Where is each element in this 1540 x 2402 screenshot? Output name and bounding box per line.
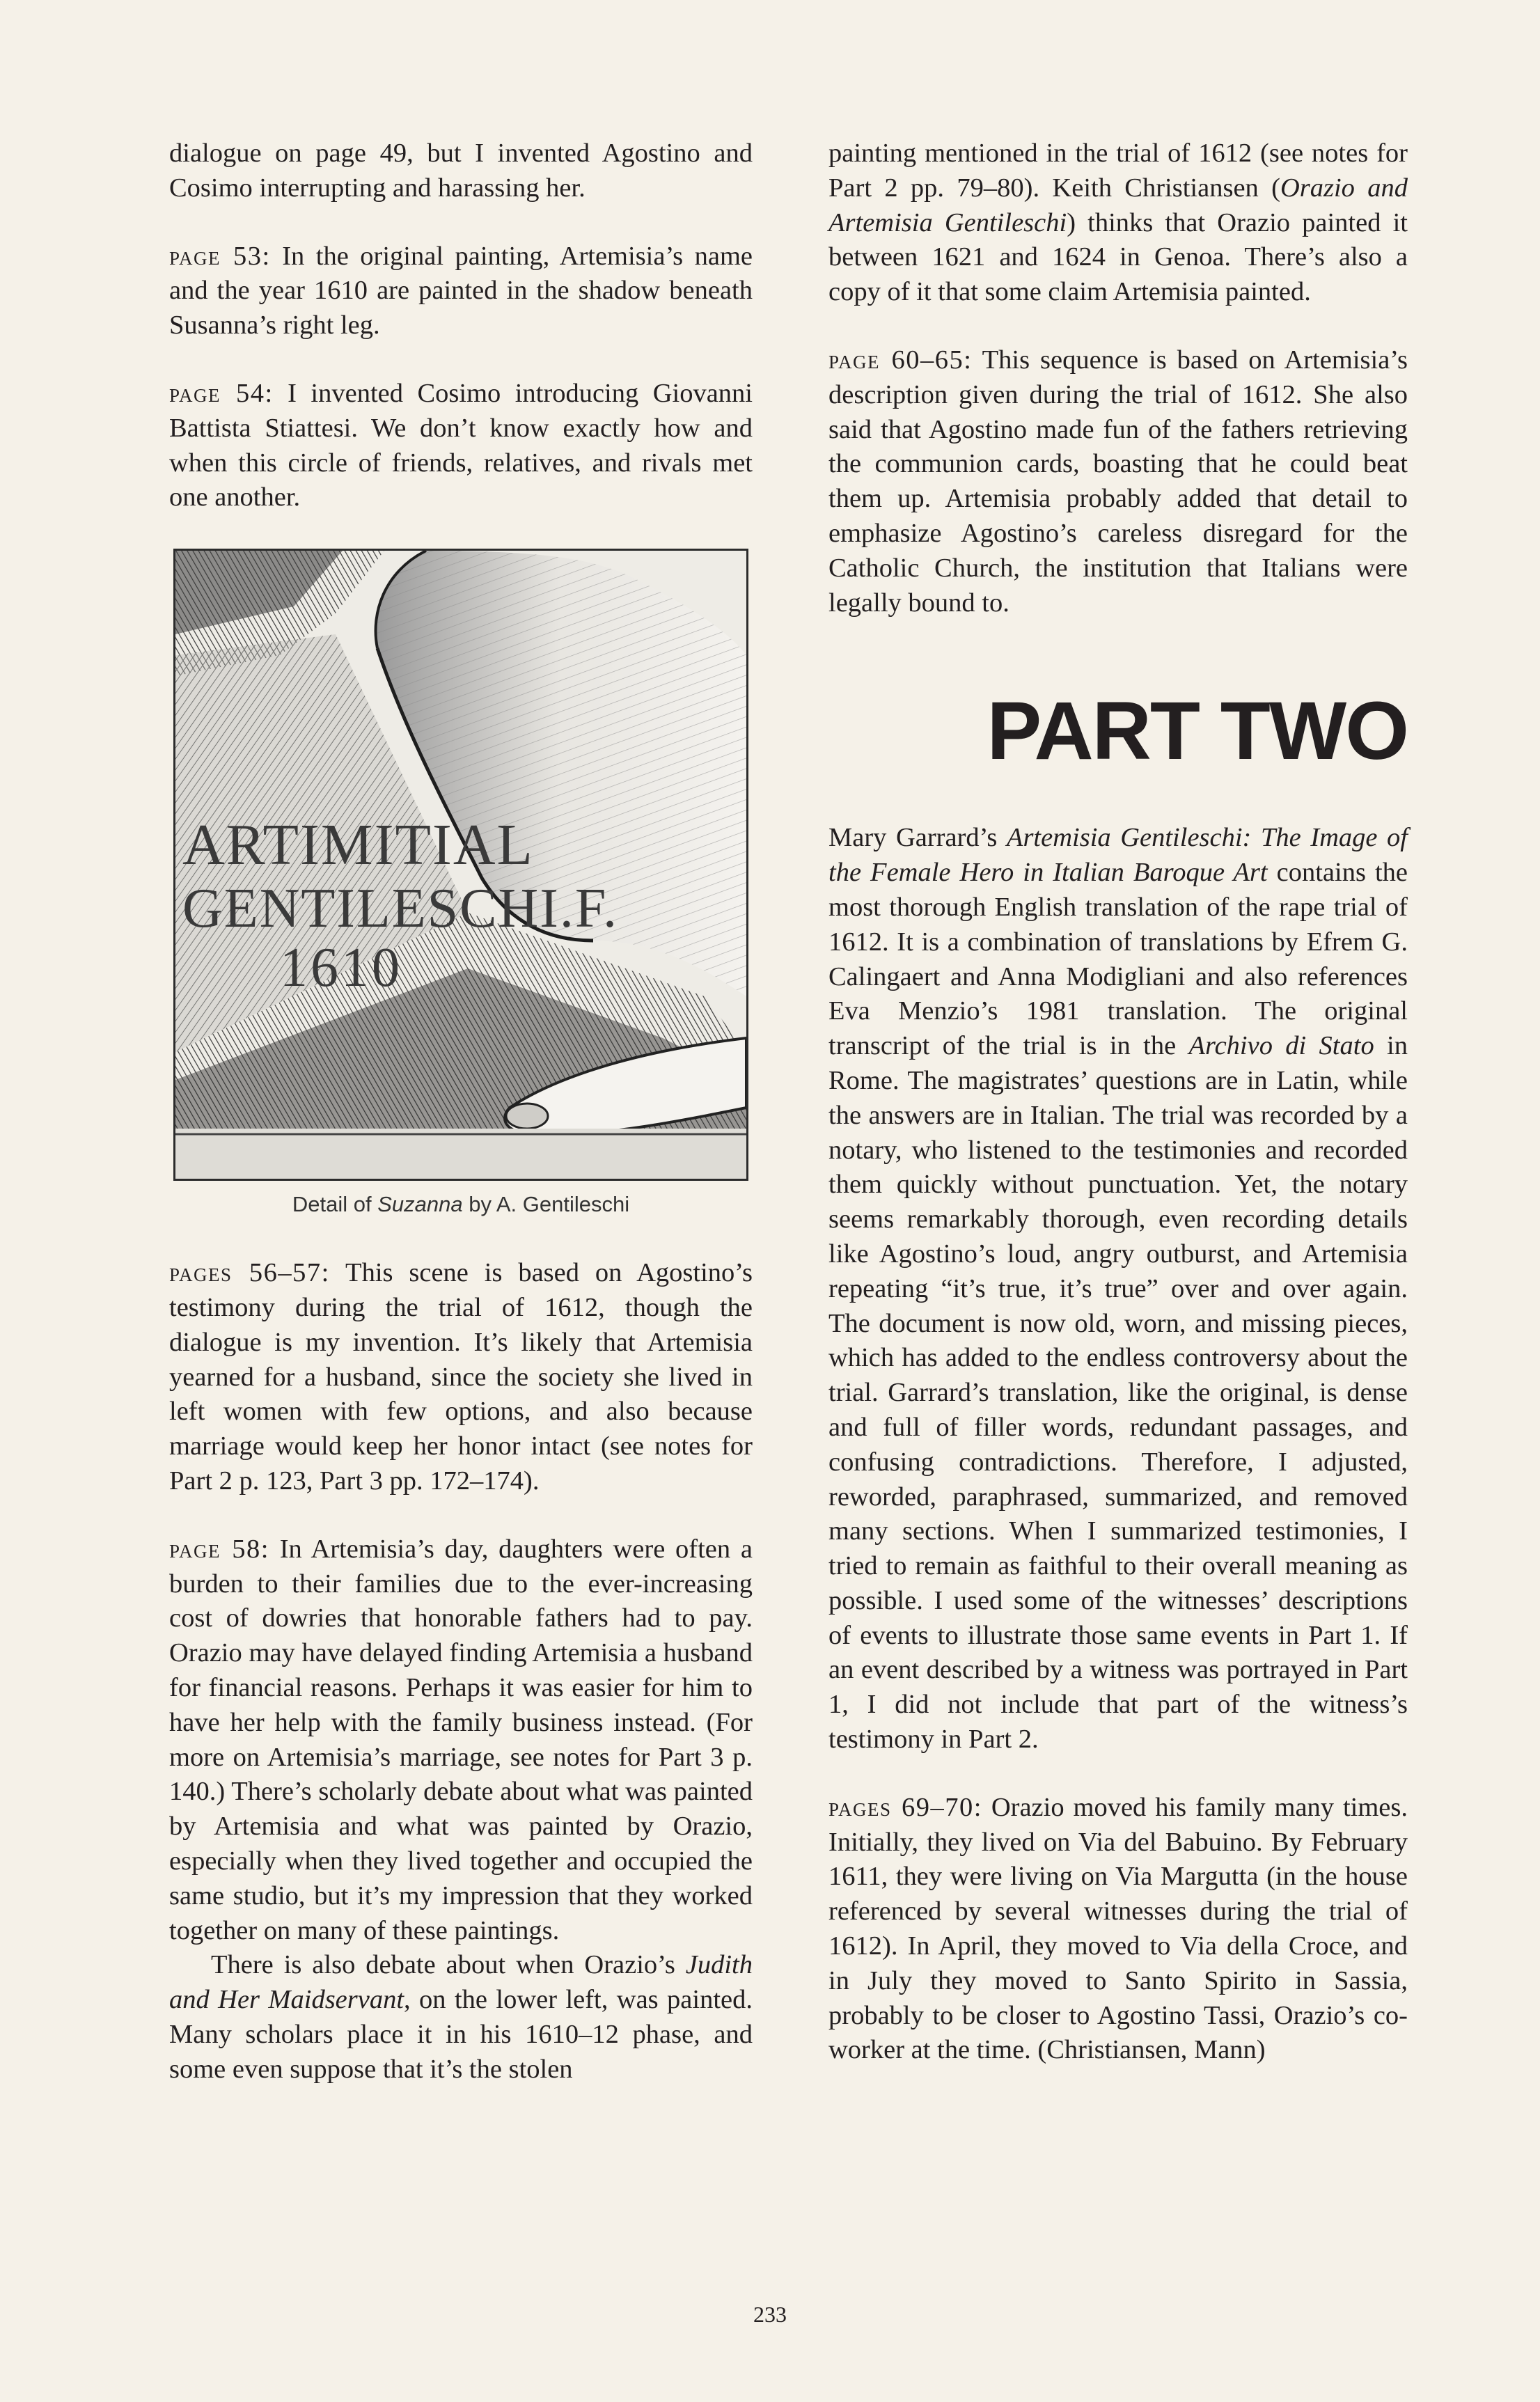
note-page-58-continued <box>169 1948 753 2087</box>
archive-name: Archivo di Stato <box>1188 1031 1374 1061</box>
text-run: , on the lower left, was painted. Many scholars place it in his 1610–12 phase, and some even suppose that it’s the stolen <box>169 1985 753 2084</box>
text-run: Mary Garrard’s <box>828 823 1007 853</box>
note-page-60-65 <box>828 343 1408 620</box>
painting-title: Judith and Her Maidservant <box>169 1950 753 2015</box>
caption-prefix: Detail of <box>292 1192 378 1217</box>
note-page-58 <box>169 1532 753 1949</box>
note-label: page 60–65: <box>828 345 973 375</box>
figure-suzanna-detail <box>169 549 753 1217</box>
note-text: In Artemisia’s day, daughters were often a burden to their families due to the ever-increasing cost of dowries that honorable fathers had to pay. Orazio may have delayed finding Artemisia a husband for financial reasons. Perhaps it was easier for him to have her help with the family business instead. (For more on Artemisia’s marriage, see notes for Part 3 p. 140.) There’s scholarly debate about what was painted by Artemisia and what was painted by Orazio, especially when they lived together and occupied the same studio, but it’s my impression that they worked together on many of these paintings. <box>169 1534 753 1945</box>
note-label: page 53: <box>169 241 271 271</box>
pencil-sketch-image <box>173 549 748 1181</box>
right-column <box>828 136 1408 2101</box>
book-title: Orazio and Artemisia Gentileschi <box>828 173 1408 237</box>
note-page-53 <box>169 240 753 343</box>
note-pages-69-70 <box>828 1791 1408 2068</box>
inscription-line-3: 1610 <box>280 937 402 999</box>
left-paragraph-1: dialogue on page 49, but I invented Agostino and Cosimo interrupting and harassing her. <box>169 139 753 203</box>
text-run: There is also debate about when Orazio’s <box>211 1950 686 1980</box>
note-pages-56-57 <box>169 1256 753 1499</box>
right-paragraph-1 <box>828 136 1408 310</box>
book-title: Artemisia Gentileschi: The Image of the Female Hero in Italian Baroque Art <box>828 823 1408 888</box>
note-label: page 54: <box>169 378 274 408</box>
caption-title: Suzanna <box>377 1192 463 1217</box>
part-two-intro <box>828 821 1408 1757</box>
caption-suffix: by A. Gentileschi <box>462 1192 630 1217</box>
note-label: pages 56–57: <box>169 1258 330 1288</box>
note-text: I invented Cosimo introducing Giovanni Battista Stiattesi. We don’t know exactly how and when this circle of friends, relatives, and rivals met one another. <box>169 378 753 512</box>
inscription-line-1: ARTIMITIAL <box>182 813 534 878</box>
text-run: painting mentioned in the trial of 1612 (see notes for Part 2 pp. 79–80). Keith Christiansen ( <box>828 139 1408 203</box>
note-page-54 <box>169 377 753 515</box>
figure-caption <box>169 1192 753 1217</box>
inscription-line-2: GENTILESCHI.F. <box>182 878 619 940</box>
text-run: ) thinks that Orazio painted it between 1621 and 1624 in Genoa. There’s also a copy of it that some claim Artemisia painted. <box>828 207 1408 307</box>
note-text: In the original painting, Artemisia’s name and the year 1610 are painted in the shadow beneath Susanna’s right leg. <box>169 241 753 340</box>
note-text: This scene is based on Agostino’s testimony during the trial of 1612, though the dialogue is my invention. It’s likely that Artemisia yearned for a husband, since the society she lived in left women with few options, and also because marriage would keep her honor intact (see notes for Part 2 p. 123, Part 3 pp. 172–174). <box>169 1258 753 1496</box>
text-run: contains the most thorough English translation of the rape trial of 1612. It is a combination of translations by Efrem G. Calingaert and Anna Modigliani and also references Eva Menzio’s 1981 translation. The original transcript of the trial is in the <box>828 858 1408 1061</box>
left-column <box>169 136 753 2087</box>
note-text: This sequence is based on Artemisia’s description given during the trial of 1612. She also said that Agostino made fun of the fathers retrieving the communion cards, boasting that he could beat them up. Artemisia probably added that detail to emphasize Agostino’s careless disregard for the Catholic Church, the institution that Italians were legally bound to. <box>828 345 1408 618</box>
note-text: Orazio moved his family many times. Initially, they lived on Via del Babuino. By February 1611, they were living on Via Margutta (in the house referenced by several witnesses during the trial of 1612). In April, they moved to Via della Croce, and in July they moved to Santo Spirito in Sassia, probably to be closer to Agostino Tassi, Orazio’s co-worker at the time. (Christiansen, Mann) <box>828 1792 1408 2065</box>
page-number: 233 <box>753 2302 787 2327</box>
section-heading: PART TWO <box>987 685 1408 778</box>
note-label: page 58: <box>169 1534 269 1564</box>
text-run: in Rome. The magistrates’ questions are in Latin, while the answers are in Italian. The trial was recorded by a notary, who listened to the testimonies and recorded them quickly without punctuation. Yet, the notary seems remarkably thorough, even recording details like Agostino’s loud, angry outburst, and Artemisia repeating “it’s true, it’s true” over and over again. The document is now old, worn, and missing pieces, which has added to the endless controversy about the trial. Garrard’s translation, like the original, is dense and full of filler words, redundant passages, and confusing contradictions. Therefore, I adjusted, reworded, paraphrased, summarized, and removed many sections. When I summarized testimonies, I tried to remain as faithful to their overall meaning as possible. I used some of the witnesses’ descriptions of events to illustrate those same events in Part 1. If an event described by a witness was portrayed in Part 1, I did not include that part of the witness’s testimony in Part 2. <box>828 1031 1408 1755</box>
note-label: pages 69–70: <box>828 1792 982 1822</box>
